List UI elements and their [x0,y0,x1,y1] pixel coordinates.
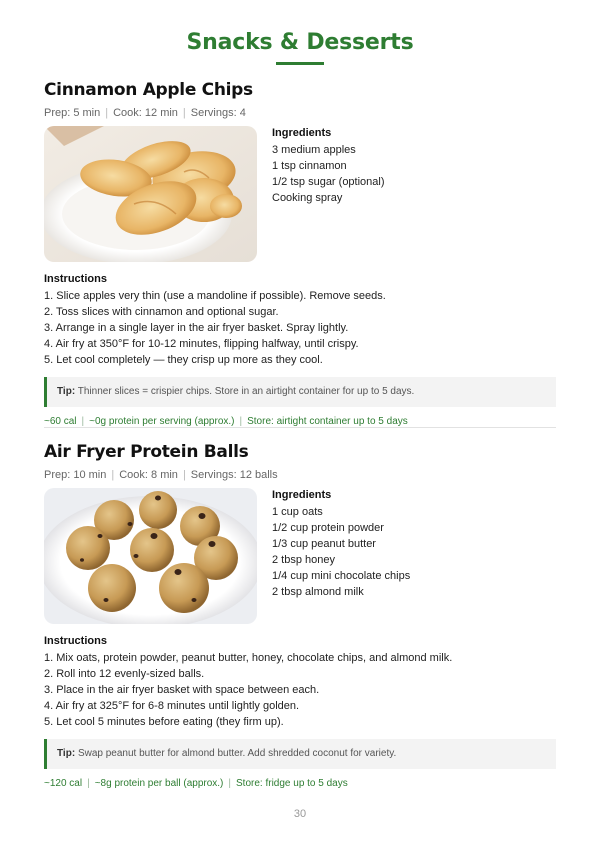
page-number: 30 [293,808,307,820]
instruction-step: 4. Air fry at 325°F for 6-8 minutes until lightly golden. [44,700,300,712]
ingredient-item: 2 tbsp almond milk [272,586,364,598]
ingredients-heading: Ingredients [272,489,332,501]
ingredient-item: 1 cup oats [272,506,323,518]
instruction-step: 1. Slice apples very thin (use a mandoline if possible). Remove seeds. [44,290,386,302]
recipe-divider [44,427,556,428]
instruction-step: 3. Place in the air fryer basket with space between each. [44,684,320,696]
cook-time: Cook: 8 min [119,469,178,481]
tip-box [44,377,556,407]
recipe-protein-balls [44,441,556,791]
facts-separator: | [81,416,85,427]
meta-separator: | [105,107,109,119]
instruction-step: 3. Arrange in a single layer in the air fryer basket. Spray lightly. [44,322,349,334]
facts-separator: | [239,416,243,427]
facts-separator: | [87,778,90,789]
instructions-heading: Instructions [44,635,107,647]
meta-separator: | [111,469,115,481]
prep-time: Prep: 10 min [44,469,107,481]
tip-box [44,739,556,769]
protein: ~0g protein per serving (approx.) [89,416,235,427]
instructions-heading: Instructions [44,273,107,285]
ingredients-heading: Ingredients [272,127,332,139]
storage: Store: fridge up to 5 days [236,778,348,789]
instruction-step: 5. Let cool 5 minutes before eating (they firm up). [44,716,284,728]
instruction-step: 1. Mix oats, protein powder, peanut butter, honey, chocolate chips, and almond milk. [44,652,453,664]
prep-time: Prep: 5 min [44,107,101,119]
calories: ~60 cal [44,416,77,427]
ingredients-list [272,142,385,206]
cook-time: Cook: 12 min [113,107,178,119]
instructions-list [44,288,556,368]
instruction-step: 5. Let cool completely — they crisp up more as they cool. [44,354,323,366]
nutrition-facts [44,777,556,791]
tip-text: Swap peanut butter for almond butter. Add shredded coconut for variety. [77,748,397,759]
protein: ~8g protein per ball (approx.) [94,778,224,789]
storage: Store: airtight container up to 5 days [247,416,408,427]
recipe-cinnamon-apple-chips [44,79,556,429]
servings: Servings: 12 balls [190,469,278,481]
facts-separator: | [228,778,231,789]
recipe-meta [44,468,556,482]
ingredient-item: 3 medium apples [272,144,356,156]
ingredient-item: 1/3 cup peanut butter [272,538,376,550]
ingredient-item: 1/2 tsp sugar (optional) [272,176,385,188]
ingredient-item: 1/2 cup protein powder [272,522,384,534]
servings: Servings: 4 [190,107,246,119]
calories: ~120 cal [44,778,83,789]
recipe-title: Air Fryer Protein Balls [44,442,249,462]
ingredients-block [272,126,385,206]
apple-chips-photo [44,126,257,262]
tip-text: Thinner slices = crispier chips. Store in an airtight container for up to 5 days. [77,386,415,397]
title-underline [276,62,324,65]
ingredient-item: Cooking spray [272,192,343,204]
tip-label: Tip: [57,386,76,397]
recipe-meta [44,106,556,120]
meta-separator: | [182,107,186,119]
ingredient-item: 2 tbsp honey [272,554,335,566]
ingredient-item: 1/4 cup mini chocolate chips [272,570,411,582]
page-title: Snacks & Desserts [186,30,414,55]
instructions-list [44,650,556,730]
ingredients-block [272,488,410,600]
instruction-step: 2. Roll into 12 evenly-sized balls. [44,668,205,680]
protein-balls-photo [44,488,257,624]
recipe-title: Cinnamon Apple Chips [44,80,253,100]
instruction-step: 4. Air fry at 350°F for 10-12 minutes, flipping halfway, until crispy. [44,338,359,350]
ingredients-list [272,504,410,600]
instruction-step: 2. Toss slices with cinnamon and optional sugar. [44,306,279,318]
tip-label: Tip: [57,748,76,759]
meta-separator: | [182,469,186,481]
ingredient-item: 1 tsp cinnamon [272,160,347,172]
page [44,0,556,789]
